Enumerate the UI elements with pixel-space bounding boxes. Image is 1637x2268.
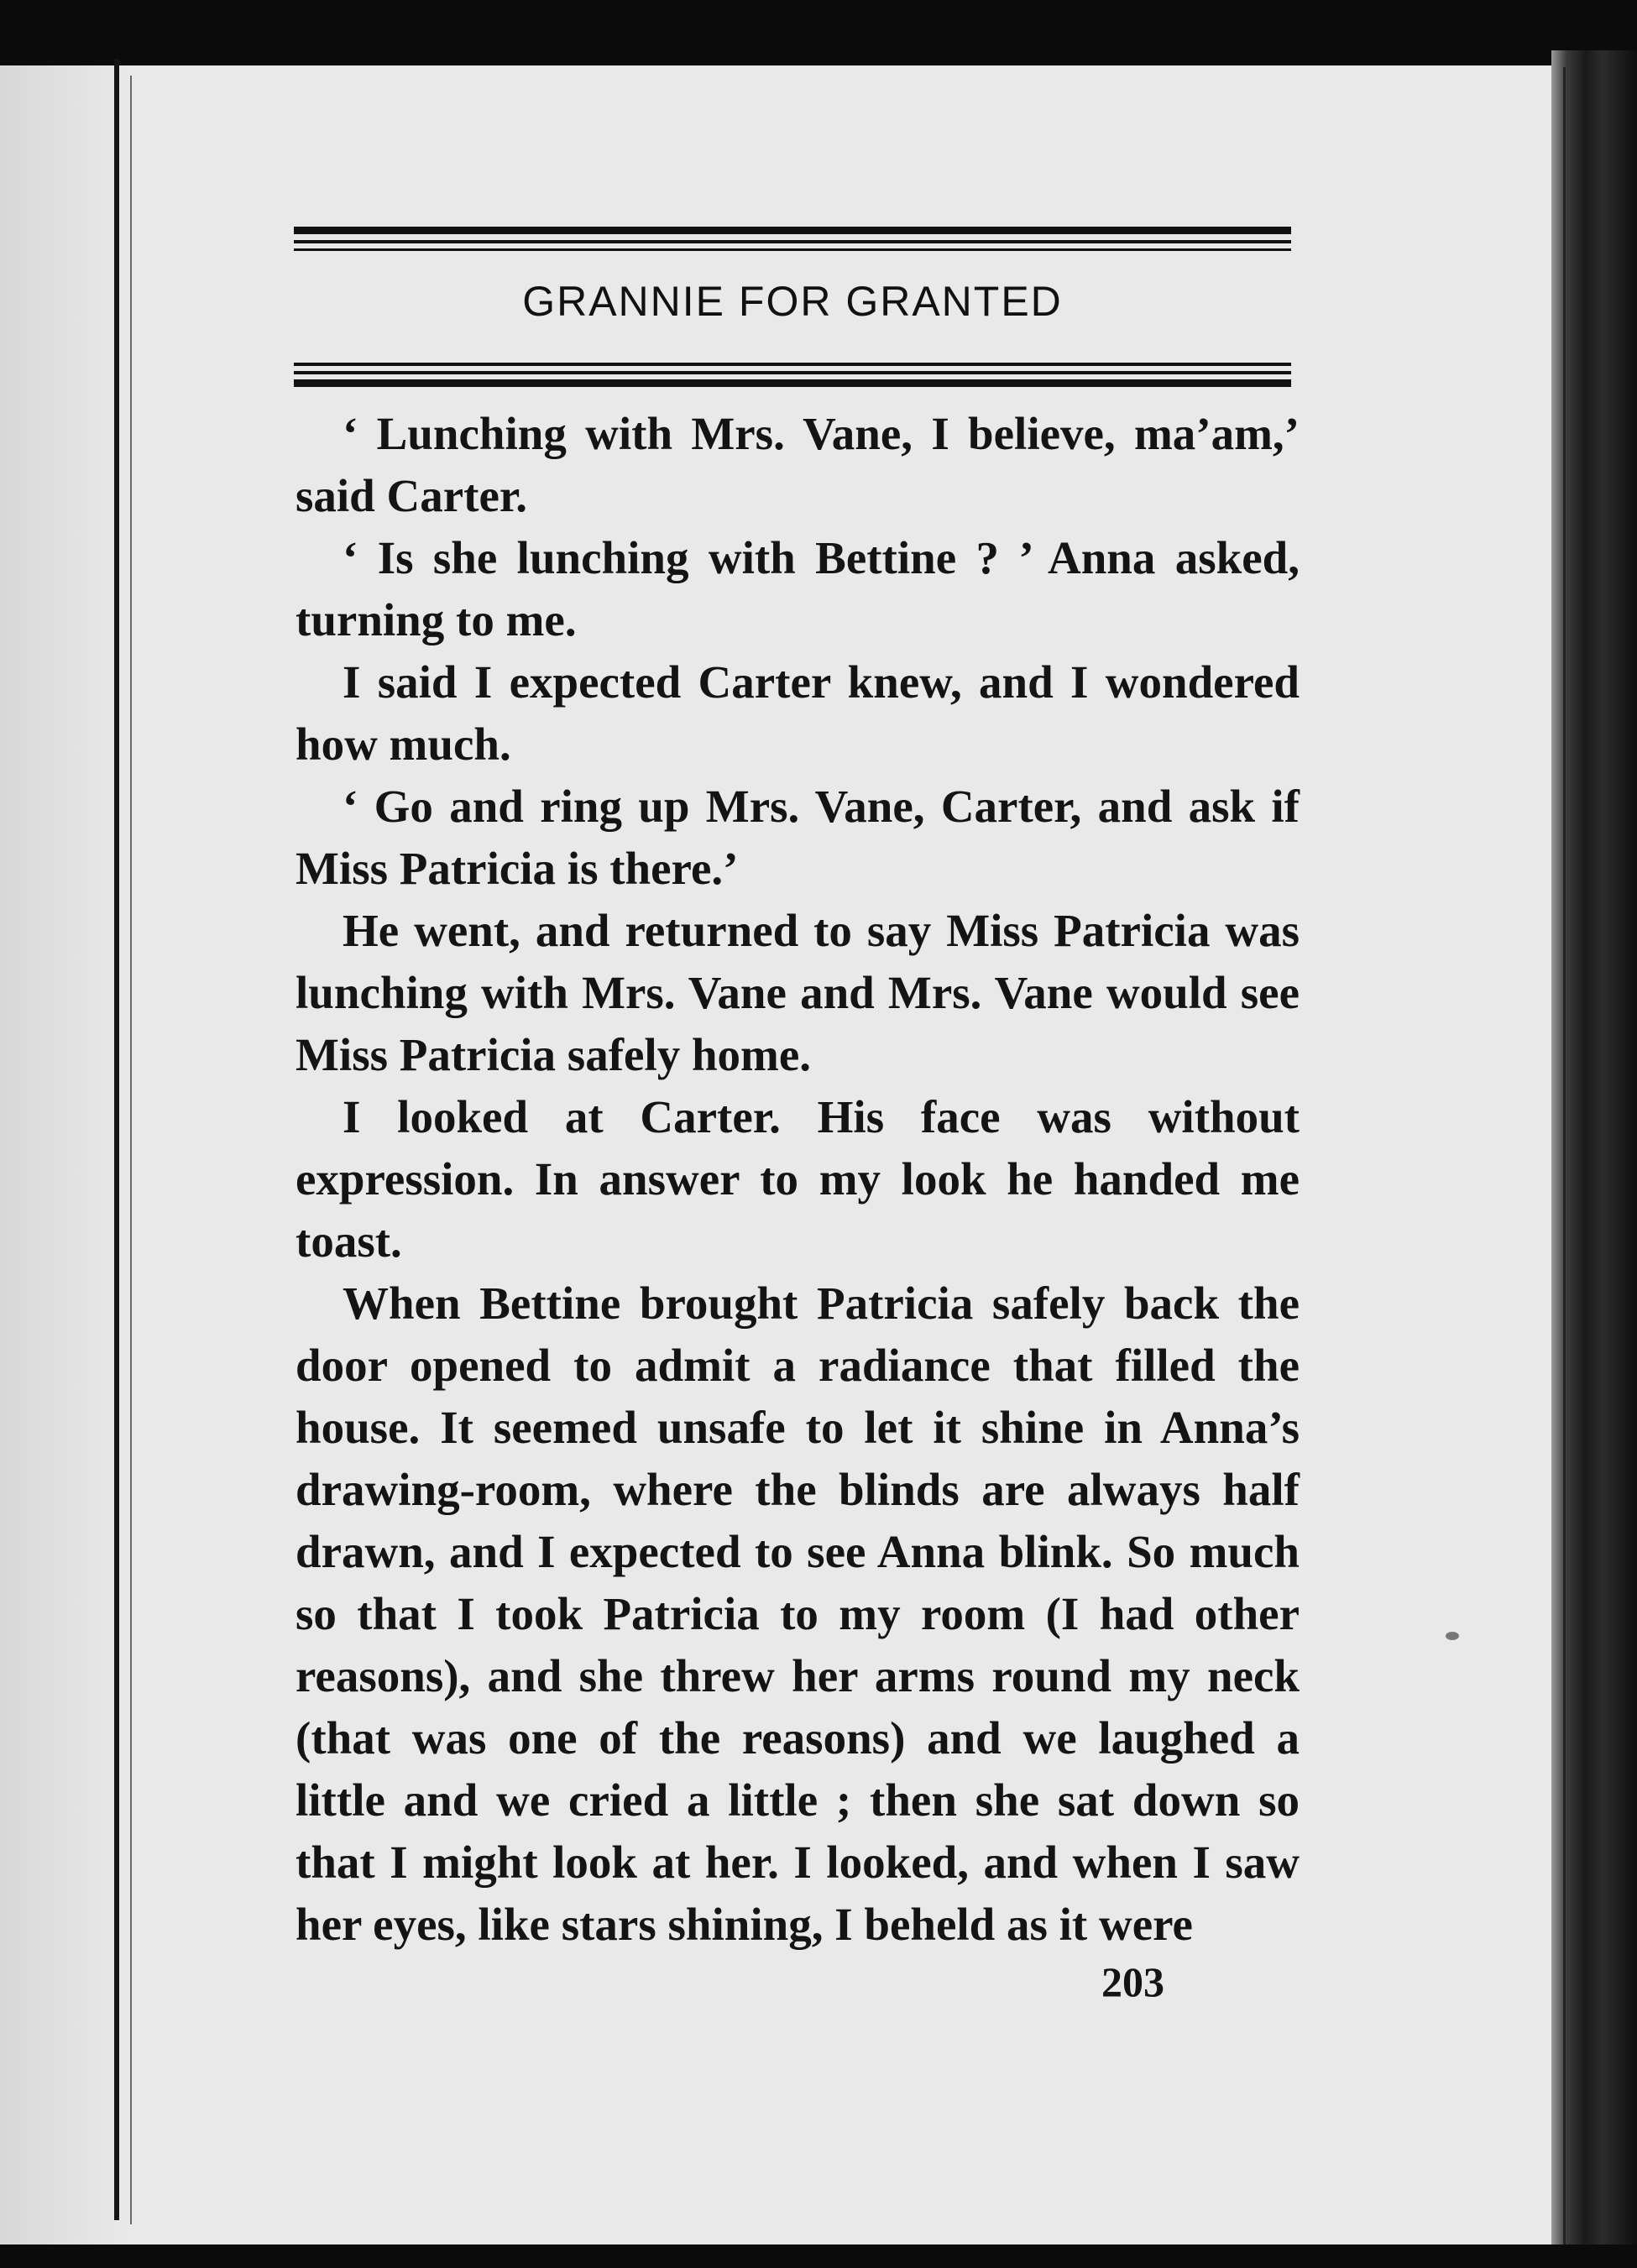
- gutter-shadow: [0, 65, 126, 2244]
- paragraph: He went, and returned to say Miss Patricia was lunching with Mrs. Vane and Mrs. Vane would see Miss Patricia safely home.: [295, 905, 1300, 1080]
- header-rule-top-thin-2: [294, 248, 1291, 251]
- header-rule-top-thick: [294, 227, 1291, 234]
- header-rule-bottom-thick: [294, 379, 1291, 387]
- paragraph: ‘ Lunching with Mrs. Vane, I believe, ma’am,’ said Carter.: [295, 408, 1300, 521]
- left-binding-thin-line: [130, 76, 132, 2224]
- paragraph: ‘ Is she lunching with Bettine ? ’ Anna asked, turning to me.: [295, 532, 1300, 645]
- running-head: GRANNIE FOR GRANTED: [522, 278, 1063, 325]
- header-rule-top-thin: [294, 240, 1291, 243]
- paragraph: When Bettine brought Patricia safely back the door opened to admit a radiance that filled the house. It seemed unsafe to let it shine in Anna’s drawing-room, where the blinds are always half drawn, and I expected to see Anna blink. So much so that I took Patricia to my room (I had other reasons), and she threw her arms round my neck (that was one of the reasons) and we laughed a little and we cried a little ; then she sat down so that I might look at her. I looked, and when I saw her eyes, like stars shining, I beheld as it were: [295, 1278, 1300, 1950]
- header-rule-bottom-thin-2: [294, 371, 1291, 374]
- paragraph: ‘ Go and ring up Mrs. Vane, Carter, and ask if Miss Patricia is there.’: [295, 781, 1300, 894]
- scan-top-border: [0, 0, 1637, 65]
- paragraph: I said I expected Carter knew, and I wondered how much.: [295, 656, 1300, 770]
- right-edge-line: [1563, 67, 1566, 2250]
- header-rule-bottom-thin: [294, 363, 1291, 366]
- paper-speck: [1446, 1632, 1459, 1640]
- scan-bottom-border: [0, 2244, 1637, 2268]
- page-number: 203: [1101, 1958, 1164, 2005]
- paragraph: I looked at Carter. His face was without expression. In answer to my look he handed me toast.: [295, 1091, 1300, 1267]
- left-binding-line: [114, 59, 119, 2220]
- body-text: [295, 403, 1300, 1956]
